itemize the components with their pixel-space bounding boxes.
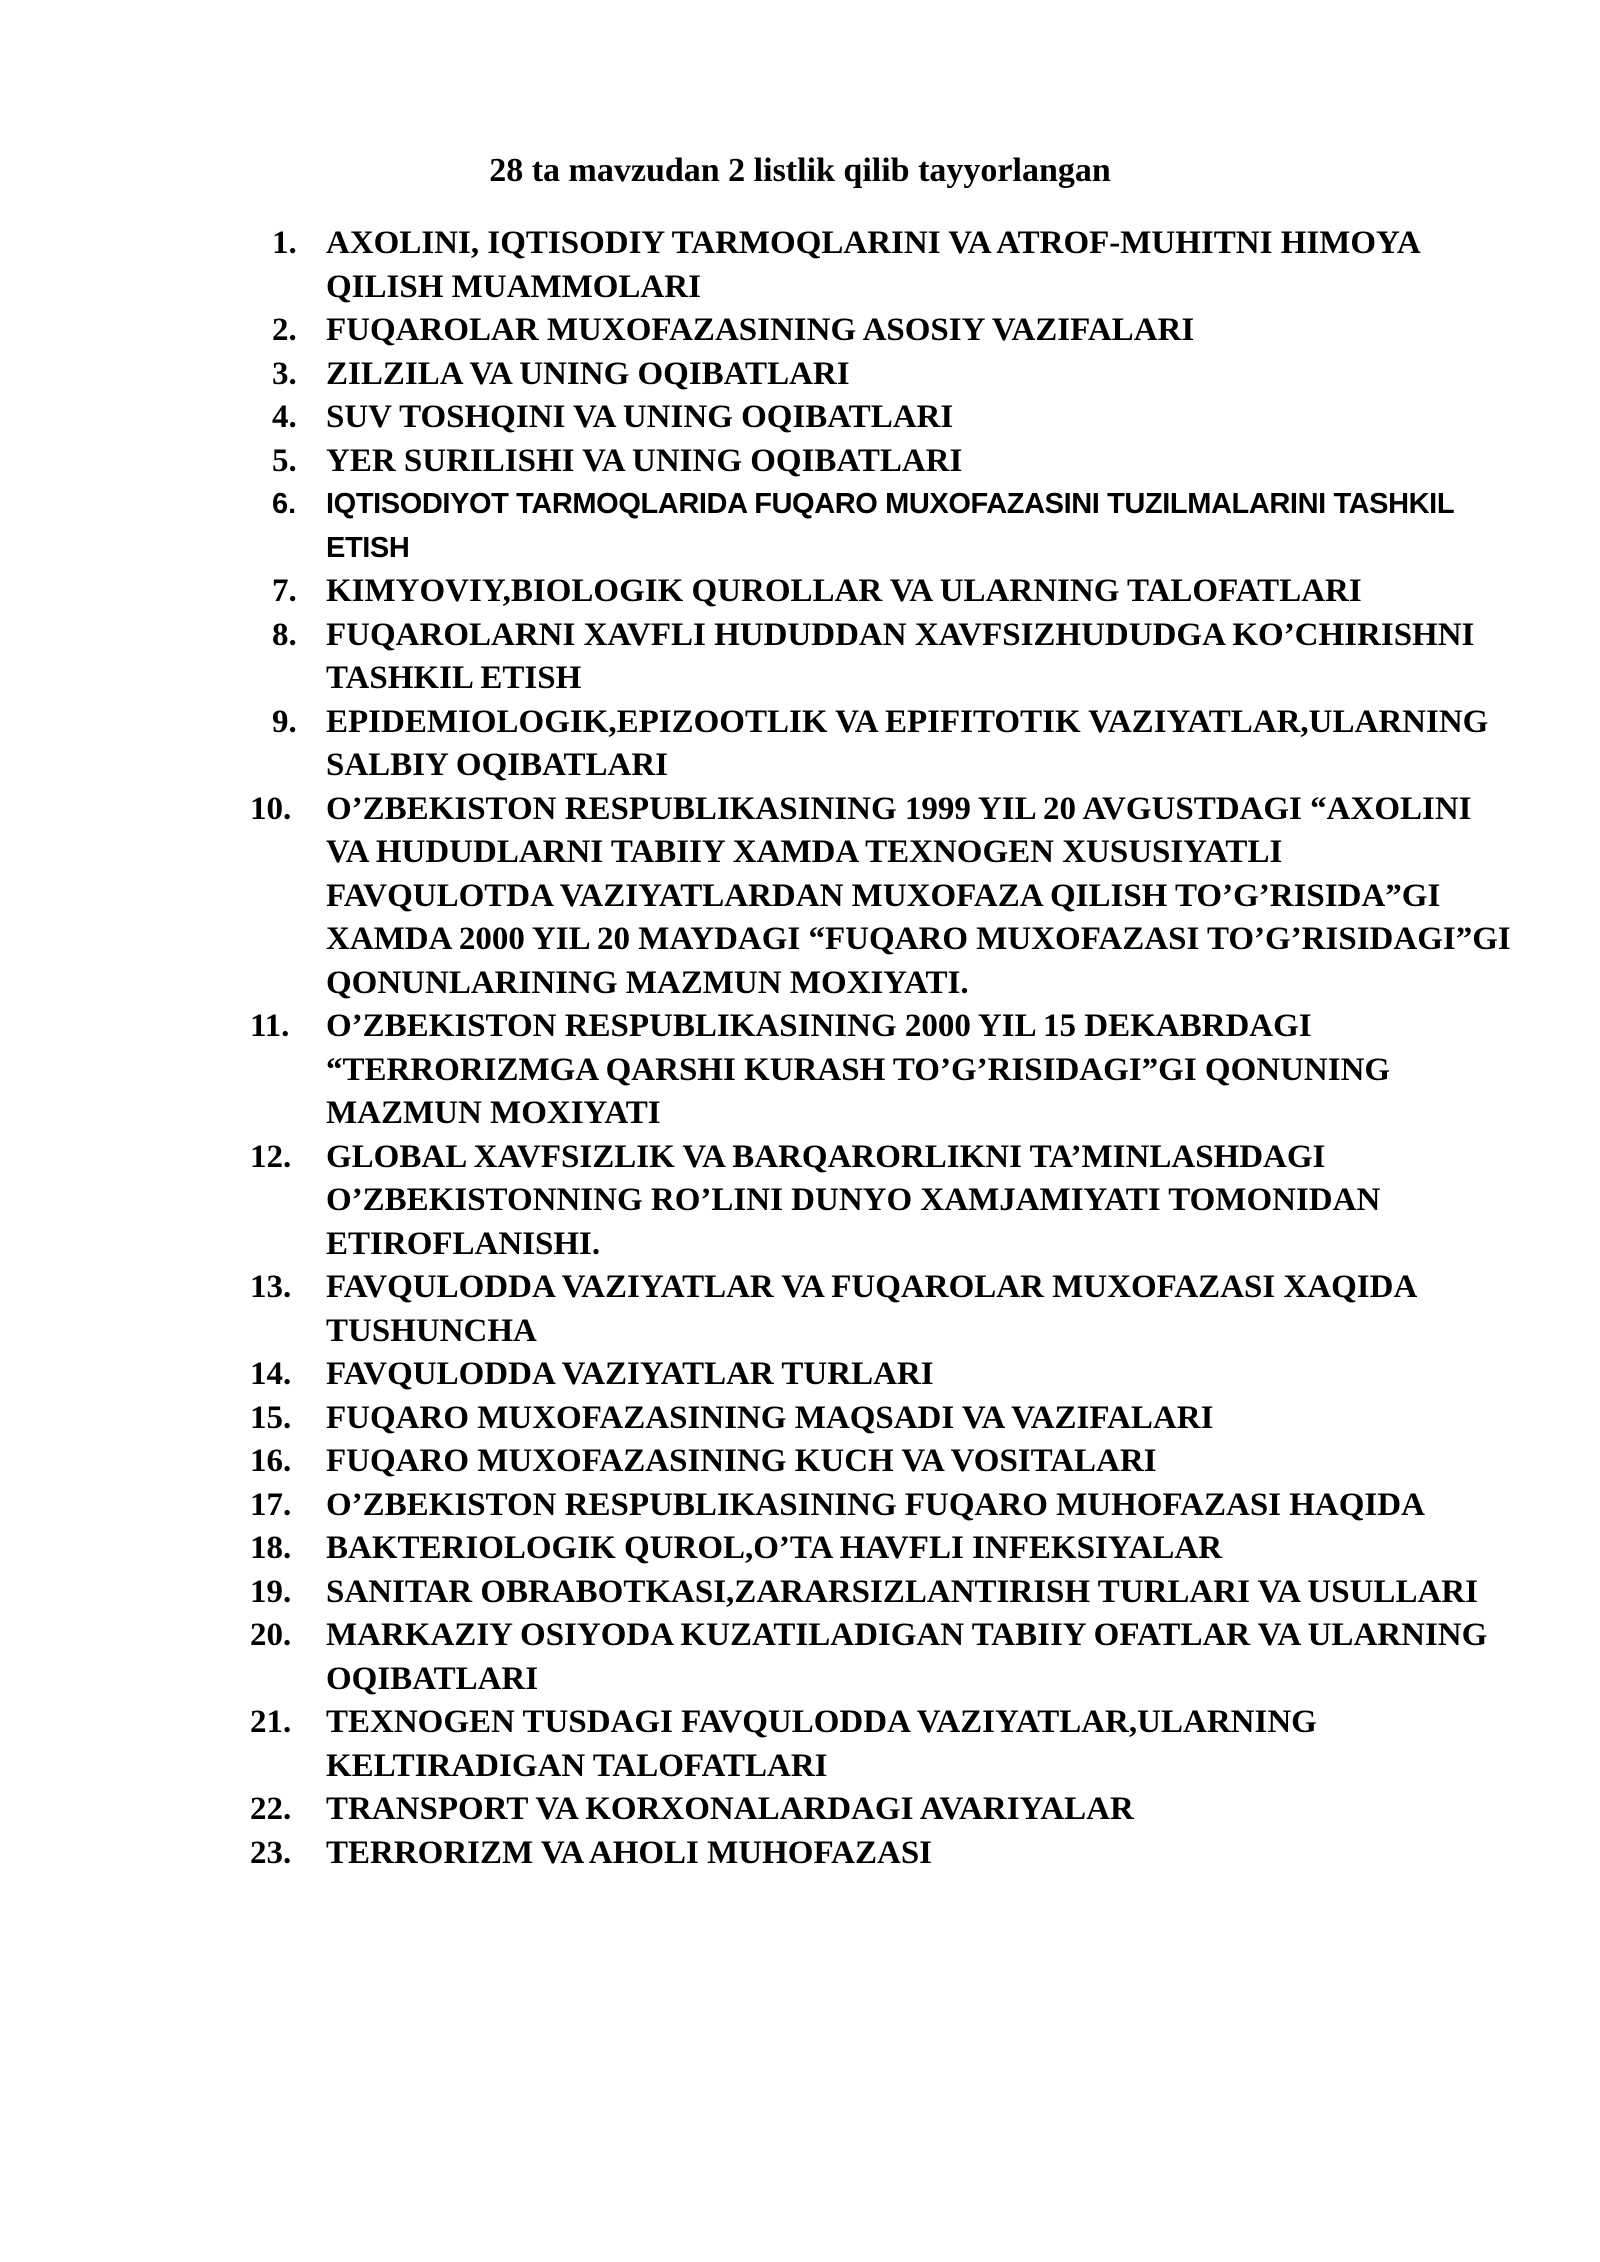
list-item (250, 1353, 1512, 1397)
list-item (272, 309, 1512, 353)
list-item-number: 21. (250, 1704, 292, 1740)
list-item-number: 8. (272, 616, 297, 653)
list-item-text: O’ZBEKISTON RESPUBLIKASINING FUQARO MUHOFAZASI HAQIDA (326, 1486, 1425, 1523)
list-item-text: FAVQULODDA VAZIYATLAR VA FUQAROLAR MUXOFAZASI XAQIDA TUSHUNCHA (326, 1269, 1416, 1349)
list-item (250, 1397, 1512, 1441)
list-item-number: 18. (250, 1530, 292, 1566)
list-item-text: EPIDEMIOLOGIK,EPIZOOTLIK VA EPIFITOTIK VAZIYATLAR,ULARNING SALBIY OQIBATLARI (326, 703, 1489, 783)
list-item-number: 9. (272, 703, 297, 740)
list-item-text: TERRORIZM VA AHOLI MUHOFAZASI (326, 1834, 933, 1871)
list-item-text: FUQARO MUXOFAZASINING KUCH VA VOSITALARI (326, 1443, 1157, 1479)
list-item-text: O’ZBEKISTON RESPUBLIKASINING 2000 YIL 15 DEKABRDAGI “TERRORIZMGA QARSHI KURASH TO’G’RISIDAGI”GI QONUNING MAZMUN MOXIYATI (326, 1008, 1391, 1131)
list-item-number: 11. (250, 1008, 290, 1044)
list-item-number: 12. (250, 1138, 292, 1175)
list-item-number: 13. (250, 1269, 292, 1305)
list-item (250, 1266, 1512, 1353)
list-item-number: 14. (250, 1356, 292, 1392)
list-item-text: SANITAR OBRABOTKASI,ZARARSIZLANTIRISH TURLARI VA USULLARI (326, 1573, 1478, 1610)
list-item-text: TEXNOGEN TUSDAGI FAVQULODDA VAZIYATLAR,ULARNING KELTIRADIGAN TALOFATLARI (326, 1704, 1317, 1784)
list-item-number: 2. (272, 312, 297, 348)
topic-list (250, 222, 1512, 1875)
list-item-text: ZILZILA VA UNING OQIBATLARI (326, 355, 850, 392)
list-item-text: YER SURILISHI VA UNING OQIBATLARI (326, 442, 963, 479)
list-item (272, 440, 1512, 484)
list-item (272, 396, 1512, 440)
list-item-number: 19. (250, 1573, 292, 1610)
list-item-number: 15. (250, 1399, 292, 1436)
list-item-text: GLOBAL XAVFSIZLIK VA BARQARORLIKNI TA’MINLASHDAGI O’ZBEKISTONNING RO’LINI DUNYO XAMJAMIYATI TOMONIDAN ETIROFLANISHI. (326, 1138, 1381, 1262)
list-item (250, 1440, 1512, 1484)
list-item-number: 5. (272, 442, 297, 479)
list-item-text: IQTISODIYOT TARMOQLARIDA FUQARO MUXOFAZASINI TUZILMALARINI TASHKIL ETISH (326, 488, 1454, 564)
list-item (250, 1571, 1512, 1615)
list-item-number: 10. (250, 790, 292, 827)
list-item-text: O’ZBEKISTON RESPUBLIKASINING 1999 YIL 20 AVGUSTDAGI “AXOLINI VA HUDUDLARNI TABIIY XAMDA TEXNOGEN XUSUSIYATLI FAVQULOTDA VAZIYATLARDAN MUXOFAZA QILISH TO’G’RISIDA”GI XAMDA 2000 YIL 20 MAYDAGI “FUQARO MUXOFAZASI TO’G’RISIDAGI”GI QONUNLARINING MAZMUN MOXIYATI. (326, 790, 1511, 1001)
list-item-number: 22. (250, 1791, 292, 1827)
list-item (272, 353, 1512, 397)
list-item (250, 1527, 1512, 1571)
list-item-text: FAVQULODDA VAZIYATLAR TURLARI (326, 1356, 934, 1392)
list-item-number: 3. (272, 355, 297, 392)
list-item-text: FUQARO MUXOFAZASINING MAQSADI VA VAZIFALARI (326, 1399, 1214, 1436)
list-item (250, 788, 1512, 1006)
list-item (272, 222, 1512, 309)
list-item-text: MARKAZIY OSIYODA KUZATILADIGAN TABIIY OFATLAR VA ULARNING OQIBATLARI (326, 1617, 1488, 1697)
list-item-number: 7. (272, 573, 297, 609)
list-item-text: SUV TOSHQINI VA UNING OQIBATLARI (326, 399, 954, 435)
list-item-text: KIMYOVIY,BIOLOGIK QUROLLAR VA ULARNING TALOFATLARI (326, 573, 1362, 609)
list-item-number: 20. (250, 1617, 292, 1653)
list-item-text: FUQAROLARNI XAVFLI HUDUDDAN XAVFSIZHUDUDGA KO’CHIRISHNI TASHKIL ETISH (326, 616, 1475, 696)
list-item-number: 1. (272, 225, 297, 261)
list-item (250, 1136, 1512, 1267)
list-item (272, 570, 1512, 614)
list-item-number: 4. (272, 399, 297, 435)
list-item (272, 483, 1512, 570)
list-item-text: TRANSPORT VA KORXONALARDAGI AVARIYALAR (326, 1791, 1134, 1827)
list-item (250, 1484, 1512, 1528)
list-item (250, 1614, 1512, 1701)
list-item-number: 16. (250, 1443, 292, 1479)
list-item (250, 1832, 1512, 1876)
list-item-text: AXOLINI, IQTISODIY TARMOQLARINI VA ATROF-MUHITNI HIMOYA QILISH MUAMMOLARI (326, 225, 1419, 305)
list-item (250, 1701, 1512, 1788)
list-item (272, 614, 1512, 701)
list-item-text: FUQAROLAR MUXOFAZASINING ASOSIY VAZIFALARI (326, 312, 1195, 348)
list-item (250, 1788, 1512, 1832)
list-item (272, 701, 1512, 788)
list-item-number: 6. (272, 488, 297, 520)
list-item-number: 23. (250, 1834, 292, 1871)
page-title: 28 ta mavzudan 2 listlik qilib tayyorlangan (489, 152, 1111, 189)
list-item-text: BAKTERIOLOGIK QUROL,O’TA HAVFLI INFEKSIYALAR (326, 1530, 1223, 1566)
list-item-number: 17. (250, 1486, 292, 1523)
list-item (250, 1005, 1512, 1136)
